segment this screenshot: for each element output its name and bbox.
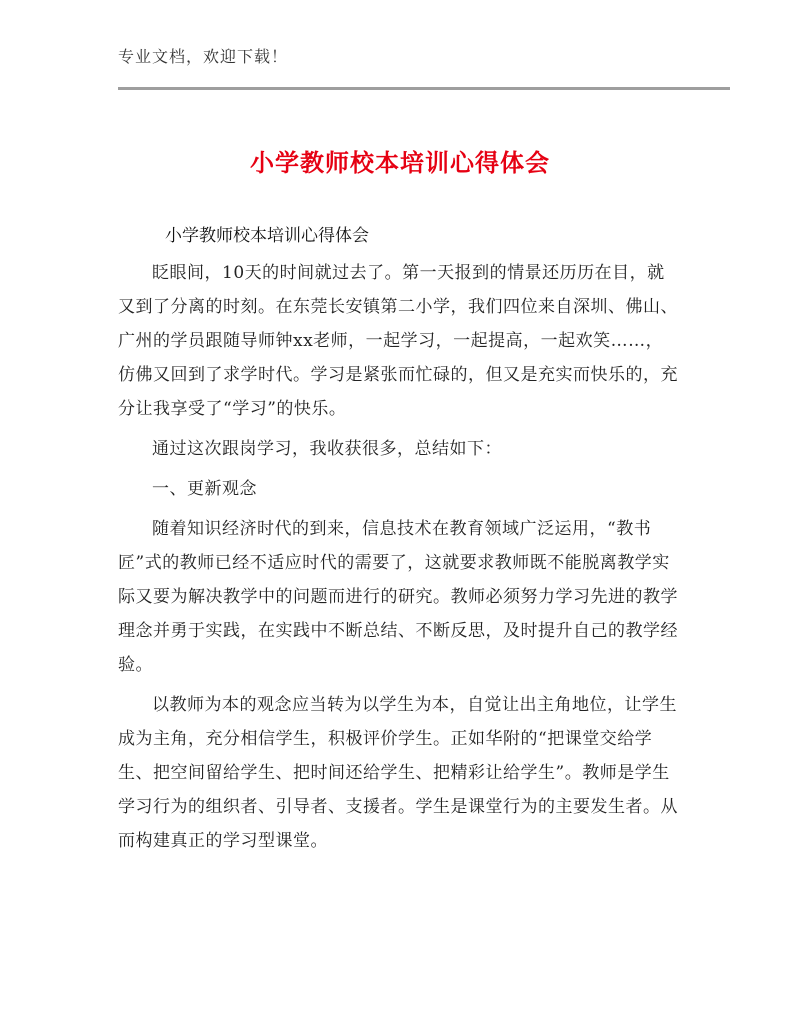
paragraph-summary-lead: 通过这次跟岗学习，我收获很多，总结如下： [152, 439, 502, 459]
paragraph-concept: 随着知识经济时代的到来，信息技术在教育领域广泛运用，“教书匠”式的教师已经不适应时代的需要了，这就要求教师既不能脱离教学实际又要为解决教学中的问题而进行的研究。教师必须努力学习先进的教学理念并勇于实践，在实践中不断总结、不断反思，及时提升自己的教学经验。 [118, 519, 678, 675]
paragraph-intro: 眨眼间，10天的时间就过去了。第一天报到的情景还历历在目，就又到了分离的时刻。在东莞长安镇第二小学，我们四位来自深圳、佛山、广州的学员跟随导师钟xx老师，一起学习，一起提高，一起欢笑……，仿佛又回到了求学时代。学习是紧张而忙碌的，但又是充实而快乐的，充分让我享受了“学习”的快乐。 [118, 263, 678, 419]
paragraph-student-centered: 以教师为本的观念应当转为以学生为本，自觉让出主角地位，让学生成为主角，充分相信学生，积极评价学生。正如华附的“把课堂交给学生、把空间留给学生、把时间还给学生、把精彩让给学生”。教师是学生学习行为的组织者、引导者、支援者。学生是课堂行为的主要发生者。从而构建真正的学习型课堂。 [118, 695, 678, 851]
document-body [118, 256, 678, 864]
document-subtitle: 小学教师校本培训心得体会 [165, 226, 369, 246]
section-heading: 一、更新观念 [152, 479, 257, 499]
header-note: 专业文档，欢迎下载！ [118, 47, 289, 66]
document-title: 小学教师校本培训心得体会 [250, 149, 550, 177]
header-divider [118, 87, 730, 90]
